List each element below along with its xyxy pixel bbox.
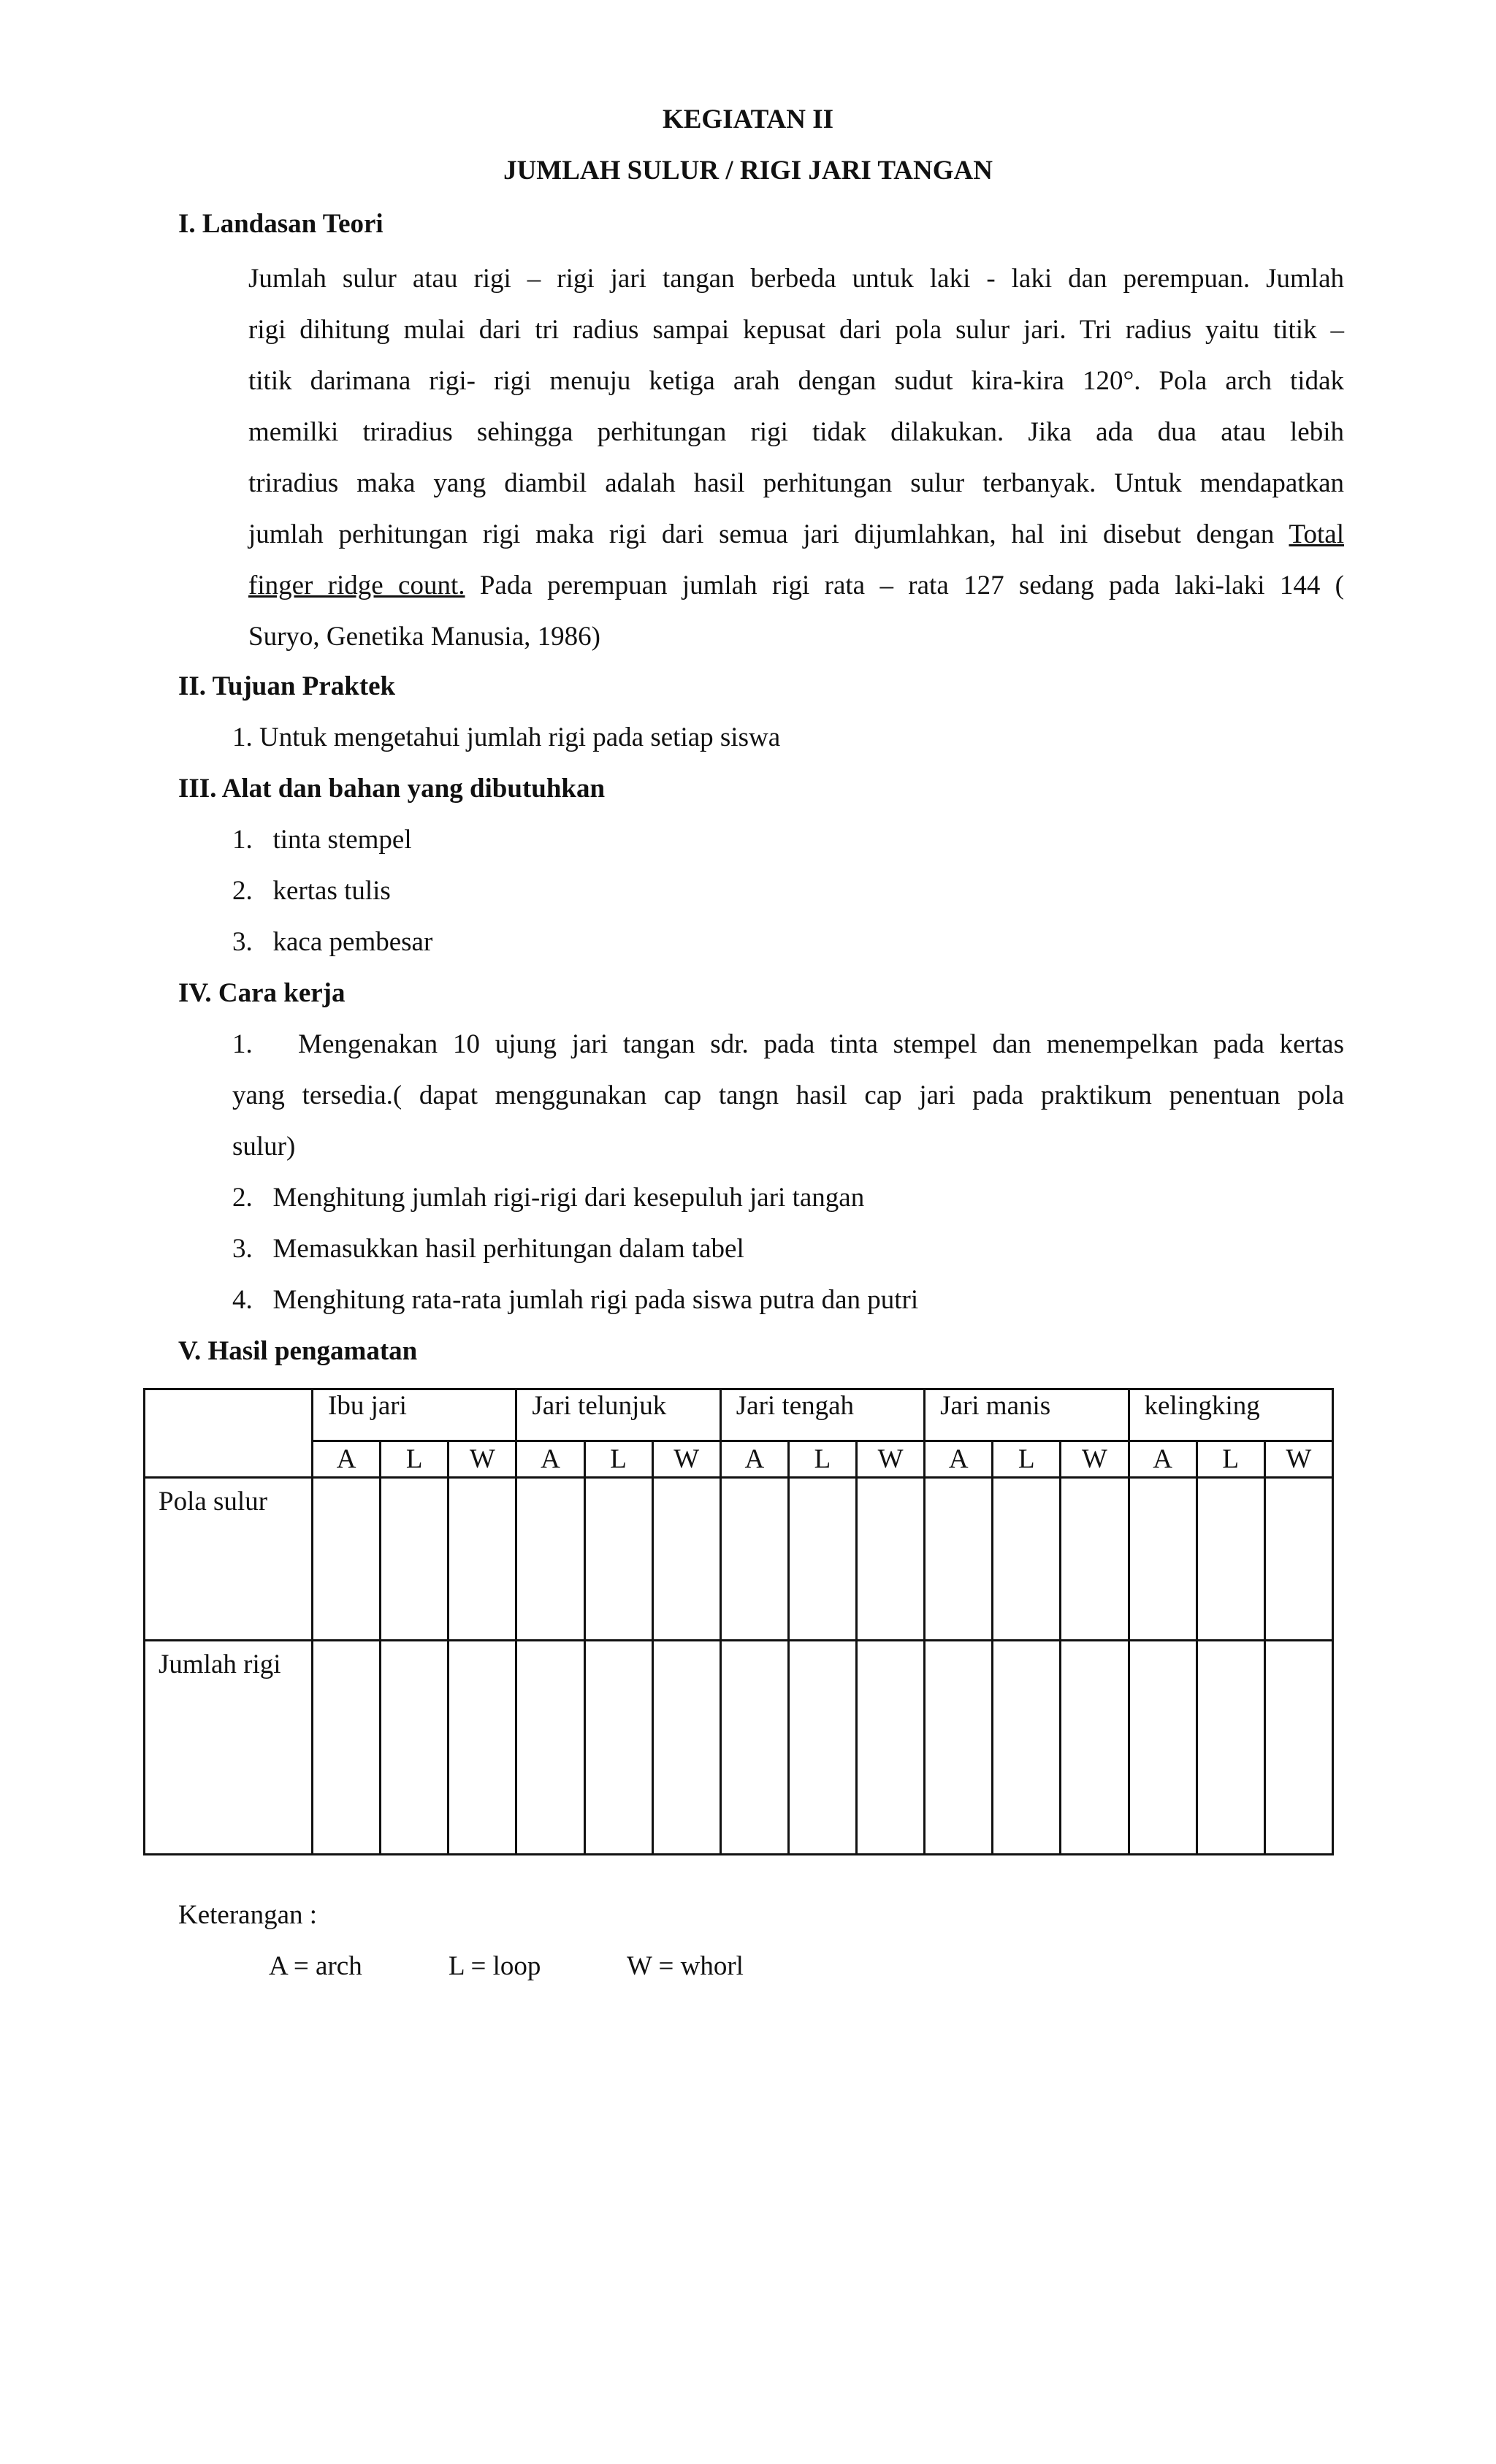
table-cell bbox=[788, 1641, 856, 1855]
pattern-code-header: W bbox=[1061, 1441, 1129, 1478]
paragraph-line: rigi dihitung mulai dari tri radius sampai kepusat dari pola sulur jari. Tri radius yaitu titik – bbox=[248, 315, 1344, 345]
legend-whorl: W = whorl bbox=[627, 1951, 744, 1981]
list-item: 3. Memasukkan hasil perhitungan dalam tabel bbox=[232, 1234, 744, 1264]
section-5-heading: V. Hasil pengamatan bbox=[178, 1336, 418, 1366]
table-cell bbox=[788, 1478, 856, 1641]
underlined-term: finger ridge count. bbox=[248, 571, 465, 600]
table-cell bbox=[720, 1641, 788, 1855]
table-cell bbox=[516, 1478, 584, 1641]
table-cell bbox=[381, 1641, 449, 1855]
table-cell bbox=[584, 1641, 652, 1855]
section-2-heading: II. Tujuan Praktek bbox=[178, 671, 396, 701]
section-1-paragraph bbox=[248, 253, 1344, 663]
paragraph-line: triradius maka yang diambil adalah hasil perhitungan sulur terbanyak. Untuk mendapatkan bbox=[248, 468, 1344, 498]
pattern-code-header: A bbox=[925, 1441, 993, 1478]
table-cell bbox=[516, 1641, 584, 1855]
finger-header: Jari telunjuk bbox=[516, 1389, 720, 1441]
section-3-heading: III. Alat dan bahan yang dibutuhkan bbox=[178, 774, 606, 804]
paragraph-text: Pada perempuan jumlah rigi rata – rata 127 sedang pada laki-laki 144 ( bbox=[479, 571, 1344, 600]
pattern-code-header: L bbox=[584, 1441, 652, 1478]
list-item: 3. kaca pembesar bbox=[232, 927, 433, 957]
legend-arch: A = arch bbox=[269, 1951, 362, 1981]
table-cell bbox=[1061, 1478, 1129, 1641]
pattern-code-header: W bbox=[1264, 1441, 1332, 1478]
paragraph-line bbox=[248, 509, 1344, 560]
table-cell bbox=[313, 1641, 381, 1855]
table-cell bbox=[1264, 1478, 1332, 1641]
paragraph-text: jumlah perhitungan rigi maka rigi dari semua jari dijumlahkan, hal ini disebut dengan bbox=[248, 519, 1275, 549]
finger-header: Ibu jari bbox=[313, 1389, 516, 1441]
pattern-code-header: A bbox=[720, 1441, 788, 1478]
table-cell bbox=[381, 1478, 449, 1641]
pattern-code-header: L bbox=[993, 1441, 1061, 1478]
pattern-code-header: L bbox=[1197, 1441, 1264, 1478]
legend-loop: L = loop bbox=[449, 1951, 541, 1981]
finger-header: kelingking bbox=[1129, 1389, 1333, 1441]
table-cell bbox=[1197, 1478, 1264, 1641]
table-cell bbox=[449, 1478, 516, 1641]
table-cell bbox=[584, 1478, 652, 1641]
table-cell bbox=[652, 1641, 720, 1855]
table-cell bbox=[857, 1478, 925, 1641]
list-item-continuation: sulur) bbox=[232, 1132, 296, 1162]
underlined-term: Total bbox=[1289, 519, 1344, 549]
paragraph-line: Jumlah sulur atau rigi – rigi jari tangan berbeda untuk laki - laki dan perempuan. Jumlah bbox=[248, 264, 1344, 294]
paragraph-line bbox=[248, 560, 1344, 611]
table-cell bbox=[1264, 1641, 1332, 1855]
list-item: 1. Mengenakan 10 ujung jari tangan sdr. pada tinta stempel dan menempelkan pada kertas bbox=[232, 1029, 1344, 1059]
table-cell bbox=[1061, 1641, 1129, 1855]
legend-label: Keterangan : bbox=[178, 1900, 318, 1930]
table-corner-cell bbox=[145, 1389, 313, 1478]
pattern-code-header: W bbox=[857, 1441, 925, 1478]
table-cell bbox=[857, 1641, 925, 1855]
section-1-heading: I. Landasan Teori bbox=[178, 209, 383, 239]
pattern-code-header: A bbox=[516, 1441, 584, 1478]
list-item: 2. kertas tulis bbox=[232, 876, 391, 906]
paragraph-line: memilki triradius sehingga perhitungan rigi tidak dilakukan. Jika ada dua atau lebih bbox=[248, 417, 1344, 447]
list-item: 1. tinta stempel bbox=[232, 825, 412, 855]
paragraph-line: Suryo, Genetika Manusia, 1986) bbox=[248, 622, 600, 652]
pattern-code-header: W bbox=[652, 1441, 720, 1478]
paragraph-line: titik darimana rigi- rigi menuju ketiga arah dengan sudut kira-kira 120°. Pola arch tidak bbox=[248, 366, 1344, 396]
pattern-code-header: W bbox=[449, 1441, 516, 1478]
table-cell bbox=[993, 1641, 1061, 1855]
table-row bbox=[145, 1478, 1333, 1641]
pattern-code-header: L bbox=[381, 1441, 449, 1478]
observation-table bbox=[143, 1388, 1334, 1855]
finger-header: Jari tengah bbox=[720, 1389, 924, 1441]
table-cell bbox=[720, 1478, 788, 1641]
document-subtitle: JUMLAH SULUR / RIGI JARI TANGAN bbox=[503, 156, 993, 186]
finger-header: Jari manis bbox=[925, 1389, 1129, 1441]
row-label: Pola sulur bbox=[145, 1478, 313, 1641]
list-item: 1. Untuk mengetahui jumlah rigi pada setiap siswa bbox=[232, 722, 781, 752]
table-cell bbox=[1197, 1641, 1264, 1855]
pattern-code-header: A bbox=[1129, 1441, 1197, 1478]
row-label: Jumlah rigi bbox=[145, 1641, 313, 1855]
table-subheader-row bbox=[145, 1441, 1333, 1478]
list-item-continuation: yang tersedia.( dapat menggunakan cap tangn hasil cap jari pada praktikum penentuan pola bbox=[232, 1080, 1344, 1110]
table-cell bbox=[313, 1478, 381, 1641]
document-title: KEGIATAN II bbox=[662, 104, 834, 134]
table-cell bbox=[993, 1478, 1061, 1641]
pattern-code-header: L bbox=[788, 1441, 856, 1478]
list-item: 2. Menghitung jumlah rigi-rigi dari kesepuluh jari tangan bbox=[232, 1183, 865, 1213]
table-row bbox=[145, 1641, 1333, 1855]
table-header-row bbox=[145, 1389, 1333, 1441]
table-cell bbox=[1129, 1641, 1197, 1855]
table-cell bbox=[449, 1641, 516, 1855]
table-cell bbox=[652, 1478, 720, 1641]
section-4-heading: IV. Cara kerja bbox=[178, 978, 346, 1008]
table-cell bbox=[1129, 1478, 1197, 1641]
list-item: 4. Menghitung rata-rata jumlah rigi pada siswa putra dan putri bbox=[232, 1285, 919, 1315]
pattern-code-header: A bbox=[313, 1441, 381, 1478]
table-cell bbox=[925, 1478, 993, 1641]
table-cell bbox=[925, 1641, 993, 1855]
